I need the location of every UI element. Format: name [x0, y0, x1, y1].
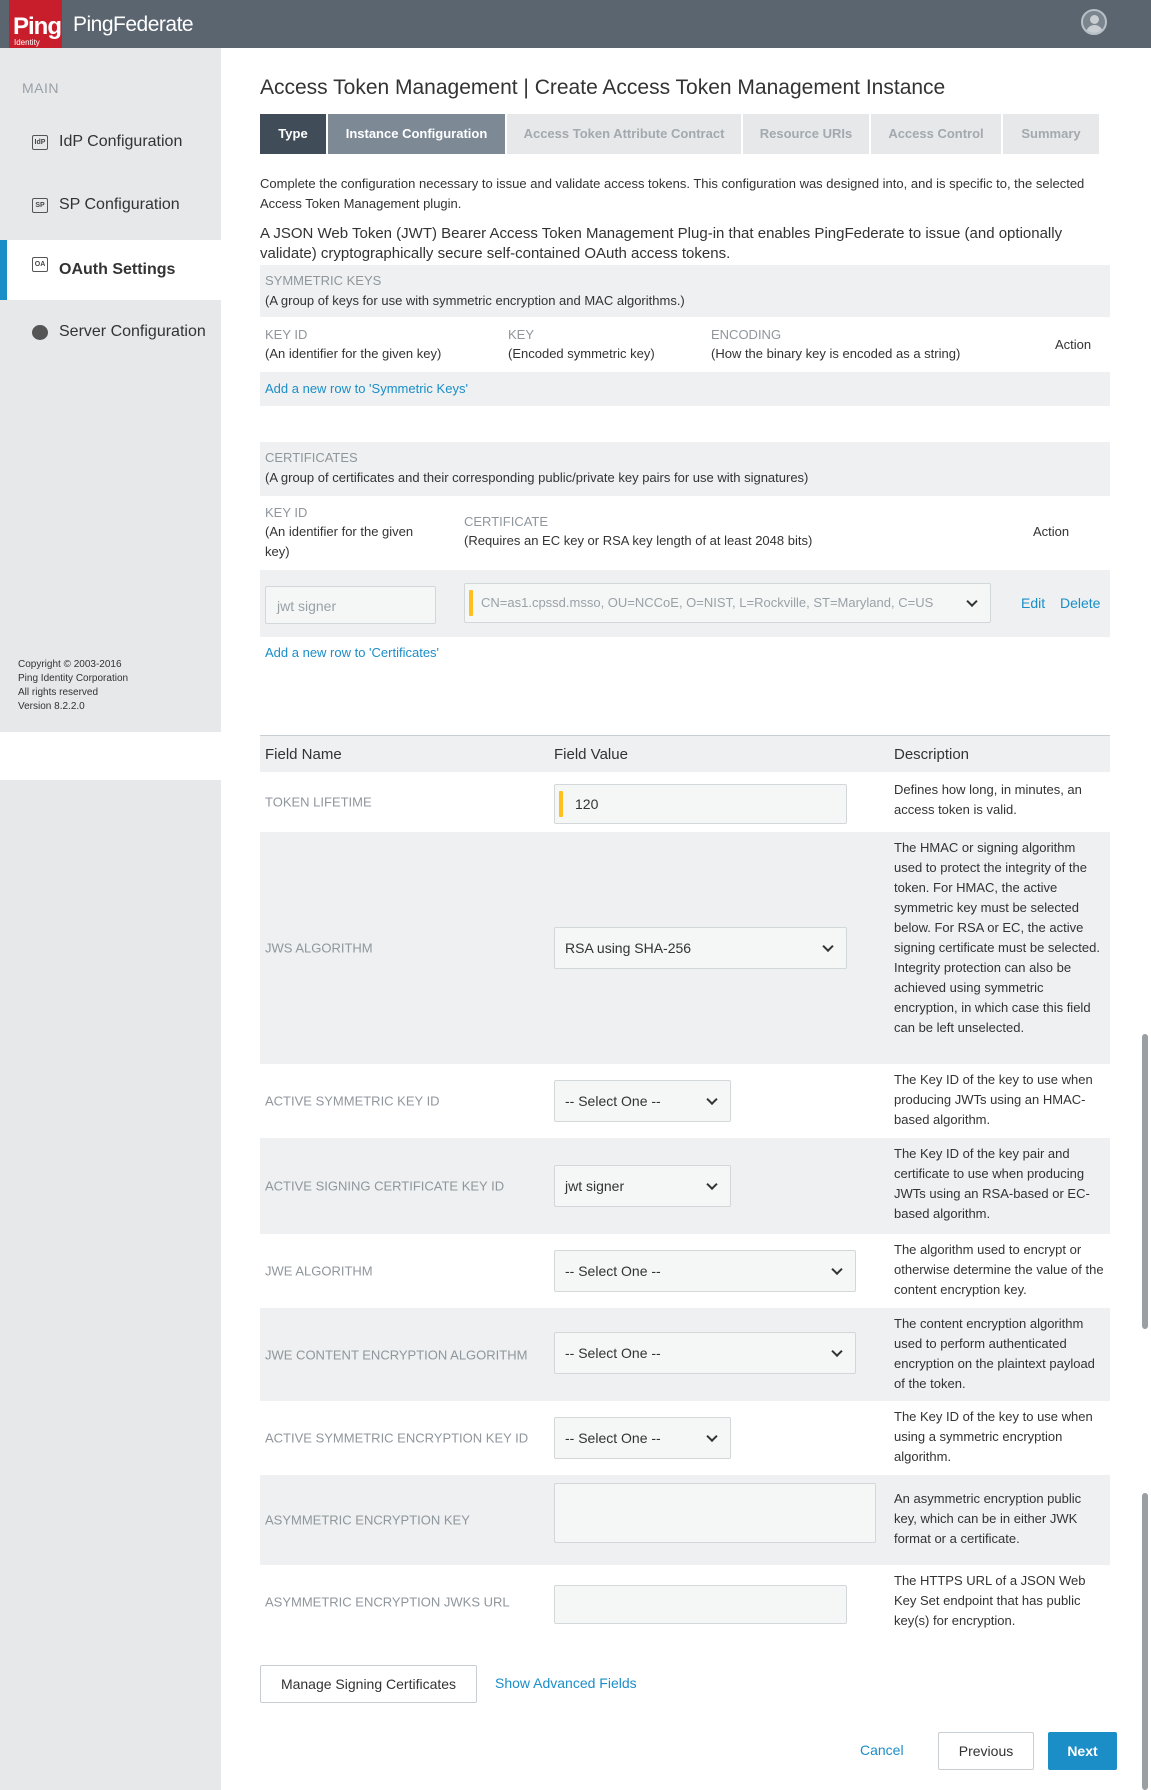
required-indicator [559, 791, 563, 817]
sp-icon: SP [32, 198, 48, 213]
column-desc: (An identifier for the given key) [265, 524, 414, 559]
description-header: Description [894, 746, 970, 763]
plugin-description: A JSON Web Token (JWT) Bearer Access Token Management Plug-in that enables PingFederate to issue (and optionally validate) cryptographically secure self-contained OAuth access tokens. [260, 225, 1063, 262]
next-button[interactable]: Next [1048, 1732, 1117, 1770]
field-description: The HMAC or signing algorithm used to protect the integrity of the token. For HMAC, the active symmetric key must be selected below. For RSA or EC, the active signing certificate must be selected. Integrity protection can also be achieved using symmetric encryption, in which case this field can be left unselected. [894, 840, 1100, 1035]
add-symmetric-key-link[interactable]: Add a new row to 'Symmetric Keys' [265, 381, 468, 396]
jwe-content-encryption-value: -- Select One -- [565, 1345, 661, 1361]
token-lifetime-input[interactable] [554, 784, 847, 824]
cert-key-id-input[interactable] [265, 586, 436, 624]
chevron-down-icon [706, 1094, 717, 1105]
tab-instance-configuration[interactable]: Instance Configuration [328, 114, 505, 154]
field-row-jwe-content-encryption [260, 1308, 1110, 1401]
sidebar-item-label: IdP Configuration [59, 133, 183, 150]
active-signing-cert-value: jwt signer [565, 1178, 625, 1194]
symmetric-keys-columns [260, 317, 1110, 372]
jwe-algorithm-select[interactable] [554, 1250, 856, 1292]
field-row-jwe-algorithm [260, 1234, 1110, 1308]
edit-certificate-link[interactable]: Edit [1021, 595, 1046, 611]
action-header: Action [1033, 524, 1070, 539]
product-name: PingFederate [73, 13, 194, 36]
idp-icon: IdP [32, 135, 48, 150]
jws-algorithm-select[interactable] [554, 927, 847, 969]
chevron-down-icon [966, 596, 977, 607]
field-description: The Key ID of the key to use when using a symmetric encryption algorithm. [894, 1409, 1093, 1464]
ping-logo[interactable] [9, 0, 62, 52]
manage-signing-certificates-button[interactable]: Manage Signing Certificates [260, 1665, 477, 1703]
field-description: Defines how long, in minutes, an access token is valid. [894, 782, 1082, 817]
copyright [18, 658, 128, 714]
sidebar [0, 48, 221, 732]
page-title: Access Token Management | Create Access Token Management Instance [260, 76, 946, 99]
add-certificate-link[interactable]: Add a new row to 'Certificates' [265, 645, 440, 660]
field-description: The HTTPS URL of a JSON Web Key Set endpoint that has public key(s) for encryption. [894, 1573, 1086, 1628]
active-symmetric-key-select[interactable] [554, 1080, 731, 1122]
column-header: KEY ID [265, 327, 308, 342]
column-header: KEY [508, 327, 535, 342]
cert-key-id-value: jwt signer [277, 598, 337, 614]
active-symmetric-encryption-key-select[interactable] [554, 1417, 731, 1459]
field-description: The Key ID of the key to use when producing JWTs using an HMAC-based algorithm. [894, 1072, 1093, 1127]
sidebar-item-server-configuration[interactable] [0, 323, 221, 383]
copyright-line: Copyright © 2003-2016 [18, 659, 122, 670]
field-label: ASYMMETRIC ENCRYPTION JWKS URL [265, 1594, 510, 1610]
column-desc: (Requires an EC key or RSA key length of at least 2048 bits) [464, 533, 813, 548]
active-indicator [0, 240, 7, 300]
column-desc: (How the binary key is encoded as a string) [711, 346, 961, 361]
tab-summary[interactable]: Summary [1003, 114, 1099, 154]
certificates-header [260, 442, 1110, 496]
column-header: CERTIFICATE [464, 514, 549, 529]
scrollbar-thumb[interactable] [1142, 1034, 1148, 1329]
column-desc: (Encoded symmetric key) [508, 346, 655, 361]
certificate-select[interactable] [464, 583, 991, 623]
jws-algorithm-value: RSA using SHA-256 [565, 940, 692, 956]
tab-access-token-attribute-contract[interactable]: Access Token Attribute Contract [507, 114, 741, 154]
symmetric-keys-header [260, 265, 1110, 317]
column-desc: (An identifier for the given key) [265, 346, 442, 361]
action-header: Action [1055, 337, 1092, 352]
column-header: ENCODING [711, 327, 782, 342]
copyright-line: All rights reserved [18, 687, 99, 698]
symmetric-keys-add-row [260, 372, 1110, 406]
column-header: KEY ID [265, 505, 308, 520]
field-label: TOKEN LIFETIME [265, 794, 372, 810]
field-row-asymmetric-jwks-url [260, 1565, 1110, 1639]
field-row-jws-algorithm [260, 832, 1110, 1064]
field-row-active-symmetric-encryption-key [260, 1401, 1110, 1475]
field-row-token-lifetime [260, 772, 1110, 832]
cancel-button[interactable]: Cancel [860, 1742, 904, 1758]
sidebar-item-label: OAuth Settings [59, 261, 176, 278]
field-value-header: Field Value [554, 746, 628, 763]
jwe-content-encryption-select[interactable] [554, 1332, 856, 1374]
section-title: SYMMETRIC KEYS [265, 273, 382, 288]
previous-button[interactable]: Previous [938, 1732, 1034, 1770]
sidebar-lower [0, 780, 221, 1790]
chevron-down-icon [706, 1431, 717, 1442]
version-line: Version 8.2.2.0 [18, 701, 85, 712]
tab-resource-uris[interactable]: Resource URIs [743, 114, 869, 154]
field-row-asymmetric-encryption-key [260, 1475, 1110, 1565]
oauth-icon: OA [32, 257, 48, 272]
sidebar-heading: MAIN [22, 80, 59, 96]
sidebar-item-label: SP Configuration [59, 196, 180, 213]
field-label: ACTIVE SIGNING CERTIFICATE KEY ID [265, 1178, 505, 1194]
chevron-down-icon [831, 1346, 842, 1357]
jwe-algorithm-value: -- Select One -- [565, 1263, 661, 1279]
field-label: JWS ALGORITHM [265, 940, 373, 956]
required-indicator [469, 590, 473, 616]
token-lifetime-value: 120 [575, 796, 599, 812]
field-label: JWE ALGORITHM [265, 1263, 373, 1279]
field-description: An asymmetric encryption public key, which can be in either JWK format or a certificate. [894, 1491, 1082, 1546]
active-arrow [221, 240, 230, 300]
tab-type[interactable]: Type [260, 114, 326, 154]
field-row-active-symmetric-key [260, 1064, 1110, 1138]
copyright-line: Ping Identity Corporation [18, 673, 129, 684]
delete-certificate-link[interactable]: Delete [1060, 595, 1101, 611]
certificates-columns [260, 496, 1110, 570]
user-icon[interactable] [1081, 9, 1107, 35]
server-icon [32, 325, 48, 340]
field-description: The algorithm used to encrypt or otherwise determine the value of the content encryption key. [894, 1242, 1104, 1297]
chevron-down-icon [822, 941, 833, 952]
tab-access-control[interactable]: Access Control [871, 114, 1001, 154]
sidebar-item-oauth-settings[interactable] [0, 240, 221, 300]
field-row-active-signing-cert [260, 1138, 1110, 1234]
fields-table-header [260, 735, 1110, 772]
active-symmetric-encryption-key-value: -- Select One -- [565, 1430, 661, 1446]
chevron-down-icon [706, 1179, 717, 1190]
field-description: The Key ID of the key pair and certificate to use when producing JWTs using an RSA-based or EC-based algorithm. [894, 1146, 1090, 1221]
active-symmetric-key-value: -- Select One -- [565, 1093, 661, 1109]
scrollbar-thumb[interactable] [1142, 1493, 1148, 1790]
sidebar-item-label: Server Configuration [59, 323, 206, 340]
chevron-down-icon [831, 1264, 842, 1275]
certificate-row [260, 570, 1110, 637]
field-label: ACTIVE SYMMETRIC KEY ID [265, 1093, 440, 1109]
field-name-header: Field Name [265, 746, 342, 763]
show-advanced-fields-link[interactable]: Show Advanced Fields [495, 1675, 637, 1691]
section-title: CERTIFICATES [265, 450, 358, 465]
logo-text: Ping [13, 13, 61, 40]
asymmetric-jwks-url-input[interactable] [554, 1585, 847, 1624]
certificate-value: CN=as1.cpssd.msso, OU=NCCoE, O=NIST, L=Rockville, ST=Maryland, C=US [481, 595, 934, 610]
field-label: ACTIVE SYMMETRIC ENCRYPTION KEY ID [265, 1430, 529, 1446]
sidebar-item-idp-configuration[interactable] [0, 133, 221, 193]
active-signing-cert-select[interactable] [554, 1165, 731, 1207]
section-subtitle: (A group of keys for use with symmetric encryption and MAC algorithms.) [265, 293, 685, 308]
field-description: The content encryption algorithm used to perform authenticated encryption on the plaintext payload of the token. [894, 1316, 1095, 1391]
field-label: JWE CONTENT ENCRYPTION ALGORITHM [265, 1347, 528, 1362]
field-label: ASYMMETRIC ENCRYPTION KEY [265, 1512, 470, 1528]
page-description: Complete the configuration necessary to issue and validate access tokens. This configuration was designed into, and is specific to, the selected Access Token Management plugin. [260, 176, 1085, 211]
asymmetric-encryption-key-textarea[interactable] [554, 1483, 876, 1543]
logo-subtext: Identity [14, 38, 40, 47]
section-subtitle: (A group of certificates and their corresponding public/private key pairs for use with signatures) [265, 470, 809, 485]
top-bar [0, 0, 1151, 48]
